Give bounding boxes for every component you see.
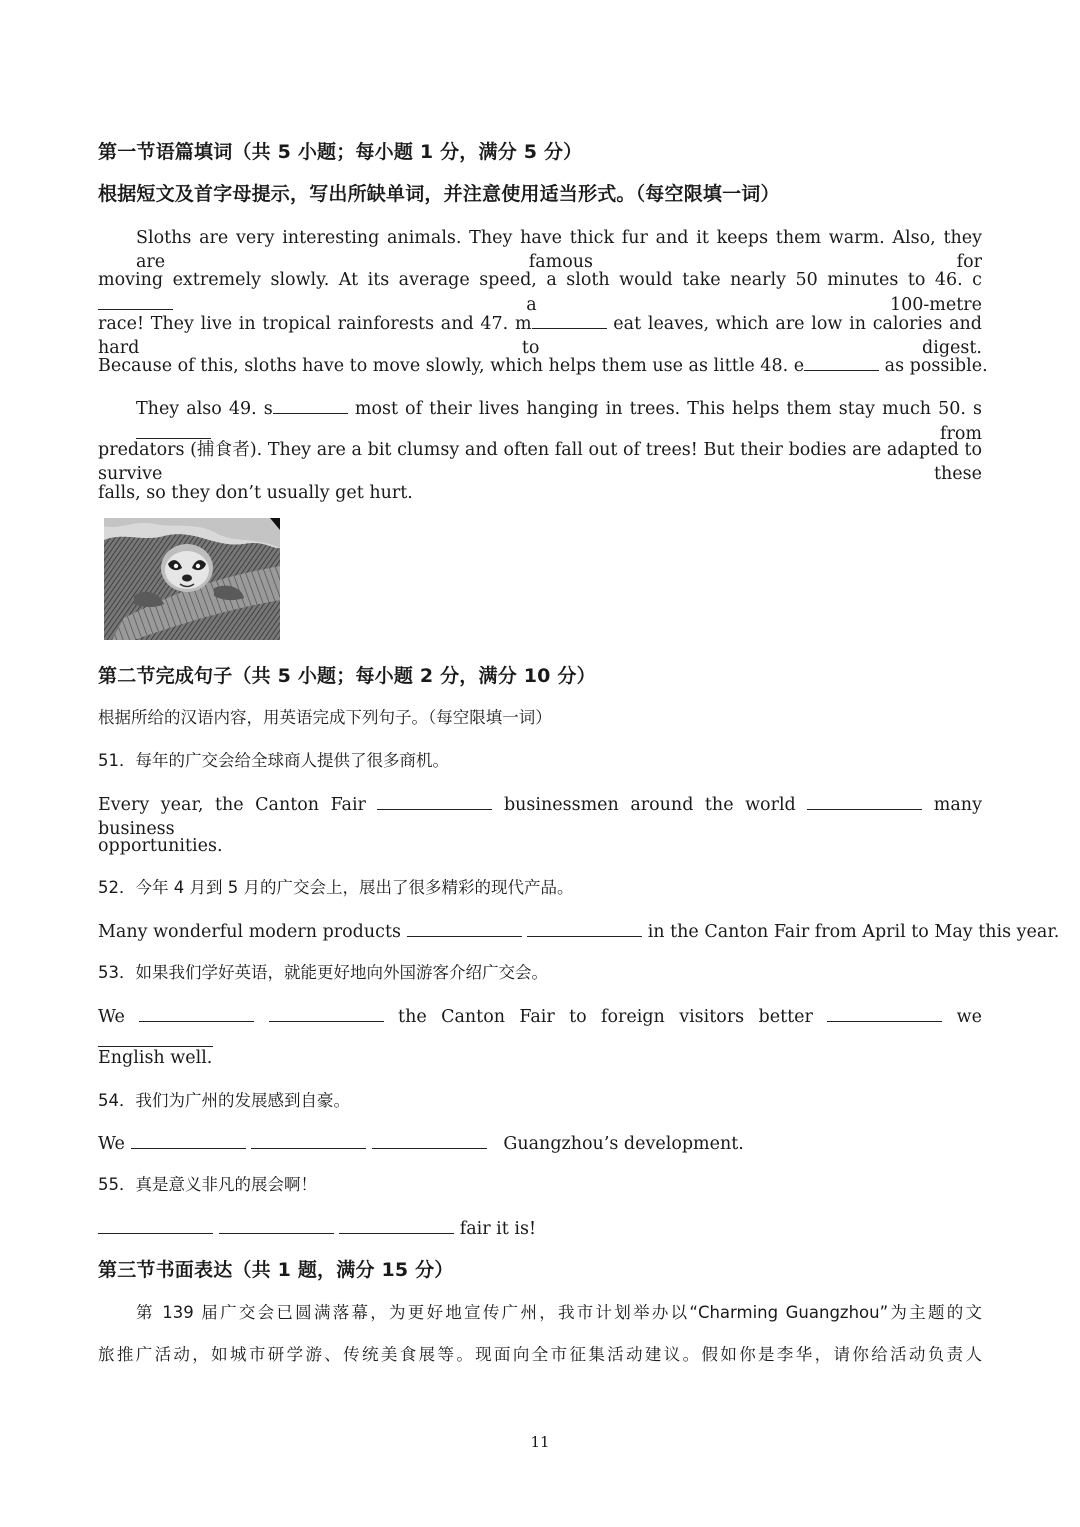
blank-54-1[interactable] [131, 1131, 246, 1149]
blank-54-3[interactable] [372, 1131, 487, 1149]
question-text: We [98, 1134, 125, 1154]
passage-line [98, 268, 982, 317]
blank-55-2[interactable] [219, 1216, 334, 1234]
passage-text: as possible. [884, 356, 988, 376]
question-text: fair it is! [459, 1219, 536, 1239]
question-52-chinese: 52．今年 4 月到 5 月的广交会上，展出了很多精彩的现代产品。 [98, 878, 574, 897]
question-53-chinese: 53．如果我们学好英语，就能更好地向外国游客介绍广交会。 [98, 963, 548, 982]
passage-line [98, 353, 988, 378]
page-number: 11 [530, 1433, 550, 1451]
passage-text: most of their lives hanging in trees. This helps them stay much 50. s [354, 399, 982, 419]
question-text: Many wonderful modern products [98, 922, 401, 942]
blank-46[interactable] [98, 292, 173, 310]
question-text: Every year, the Canton Fair [98, 795, 366, 815]
question-55-line [98, 1216, 982, 1241]
question-52-line [98, 919, 1060, 944]
question-text: we [956, 1007, 982, 1027]
passage-text: They also 49. s [136, 399, 273, 419]
question-text: businessmen around the world [503, 795, 796, 815]
question-51-chinese: 51．每年的广交会给全球商人提供了很多商机。 [98, 751, 449, 770]
question-text: the Canton Fair to foreign visitors better [398, 1007, 813, 1027]
question-51-cont: opportunities. [98, 836, 223, 856]
question-54-line [98, 1131, 982, 1156]
blank-48[interactable] [804, 353, 879, 371]
section3-line: 旅推广活动，如城市研学游、传统美食展等。现面向全市征集活动建议。假如你是李华，请你给活动负责人 [98, 1345, 982, 1364]
blank-51-1[interactable] [377, 792, 492, 810]
question-text: in the Canton Fair from April to May this year. [647, 922, 1060, 942]
blank-51-2[interactable] [807, 792, 922, 810]
question-54-chinese: 54．我们为广州的发展感到自豪。 [98, 1091, 350, 1110]
passage-text: race! They live in tropical rainforests and 47. m [98, 314, 532, 334]
sloth-photo [104, 518, 280, 640]
blank-55-1[interactable] [98, 1216, 213, 1234]
passage-text: eat leaves, which are low in calories and hard to digest. [98, 314, 982, 358]
passage-line: predators (捕食者). They are a bit clumsy and often fall out of trees! But their bodies are adapted to survive these [98, 440, 982, 484]
section2-heading: 第二节完成句子（共 5 小题；每小题 2 分，满分 10 分） [98, 665, 596, 687]
blank-53-2[interactable] [269, 1004, 384, 1022]
question-text: Guangzhou’s development. [503, 1134, 744, 1154]
passage-text: a 100-metre [526, 295, 982, 315]
blank-53-3[interactable] [827, 1004, 942, 1022]
blank-47[interactable] [532, 311, 607, 329]
passage-line: Sloths are very interesting animals. They have thick fur and it keeps them warm. Also, they are famous for [136, 228, 982, 272]
section2-instruction: 根据所给的汉语内容，用英语完成下列句子。（每空限填一词） [98, 708, 552, 727]
passage-line: falls, so they don’t usually get hurt. [98, 483, 413, 503]
blank-52-2[interactable] [527, 919, 642, 937]
passage-text: Because of this, sloths have to move slowly, which helps them use as little 48. e [98, 356, 805, 376]
section3-line: 第 139 届广交会已圆满落幕，为更好地宣传广州，我市计划举办以“Charming Guangzhou”为主题的文 [136, 1303, 982, 1322]
question-53-cont: English well. [98, 1048, 213, 1068]
blank-53-4[interactable] [98, 1029, 213, 1047]
question-text: We [98, 1007, 125, 1027]
section1-heading: 第一节语篇填词（共 5 小题；每小题 1 分，满分 5 分） [98, 141, 583, 163]
blank-53-1[interactable] [139, 1004, 254, 1022]
blank-49[interactable] [273, 396, 348, 414]
blank-50[interactable] [136, 421, 211, 439]
passage-text: from [940, 424, 982, 444]
question-text: many business [98, 795, 982, 839]
blank-52-1[interactable] [407, 919, 522, 937]
section1-instruction: 根据短文及首字母提示，写出所缺单词，并注意使用适当形式。（每空限填一词） [98, 183, 780, 205]
blank-55-3[interactable] [339, 1216, 454, 1234]
question-55-chinese: 55．真是意义非凡的展会啊！ [98, 1175, 317, 1194]
passage-text: moving extremely slowly. At its average speed, a sloth would take nearly 50 minutes to 46. c [98, 270, 982, 290]
blank-54-2[interactable] [251, 1131, 366, 1149]
section3-heading: 第三节书面表达（共 1 题，满分 15 分） [98, 1259, 454, 1281]
